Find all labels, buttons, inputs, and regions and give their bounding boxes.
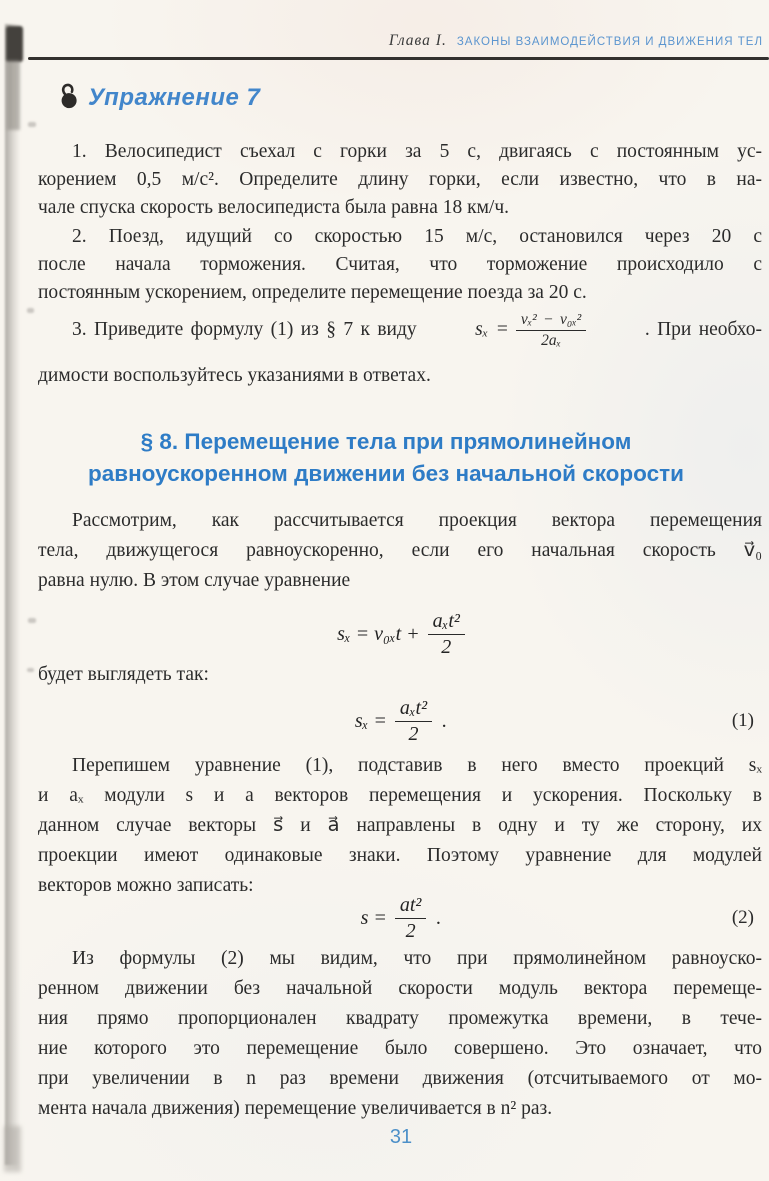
section-heading — [24, 426, 748, 490]
item3-fraction — [516, 311, 586, 349]
paragraph-3 — [38, 944, 762, 1124]
text-line: равна нулю. В этом случае уравнение — [38, 570, 351, 591]
text-line: постоянным ускорением, определите перемещение поезда за 20 с. — [38, 282, 587, 303]
formula-1 — [40, 690, 762, 752]
item3-fraction-numerator: vₓ² − v₀ₓ² — [516, 311, 586, 330]
chapter-title: ЗАКОНЫ ВЗАИМОДЕЙСТВИЯ И ДВИЖЕНИЯ ТЕЛ — [456, 36, 763, 48]
formula-1-lhs: sₓ = — [354, 709, 387, 732]
formula-intro — [40, 605, 762, 663]
exercise-heading — [58, 80, 260, 115]
scan-smudge — [27, 308, 34, 313]
page-number: 31 — [389, 1126, 413, 1148]
scan-edge-bottom-smudge — [4, 1126, 21, 1172]
text-line: Рассмотрим, как рассчитывается проекция вектора перемещения — [72, 510, 762, 531]
exercise-item-2 — [38, 223, 762, 307]
text-line: ния прямо пропорционален квадрату промежутка времени, в тече- — [38, 1008, 762, 1029]
text-line: векторов можно записать: — [38, 875, 254, 896]
text-line: корением 0,5 м/с². Определите длину горки, если известно, что в на- — [38, 169, 762, 190]
between-text: будет выглядеть так: — [38, 664, 209, 685]
text-line: Из формулы (2) мы видим, что при прямолинейном равноуско- — [72, 948, 762, 969]
exercise-item-1 — [38, 138, 762, 222]
exercise-item-3-line2: димости воспользуйтесь указаниями в ответах. — [38, 365, 431, 386]
text-line: проекции имеют одинаковые знаки. Поэтому уравнение для модулей — [38, 845, 762, 866]
scan-edge-gray — [7, 60, 20, 130]
formula-2-denominator: 2 — [405, 919, 416, 942]
formula-1-numerator: aₓt² — [395, 697, 432, 721]
item3-fraction-denominator: 2aₓ — [541, 331, 562, 349]
formula-intro-fraction — [428, 610, 465, 658]
formula-2-lhs: s = — [360, 906, 387, 929]
text-line: после начала торможения. Считая, что торможение происходило с — [38, 254, 762, 275]
scan-edge-dark-corner — [6, 26, 23, 62]
formula-intro-denominator: 2 — [441, 635, 452, 658]
formula-intro-numerator: aₓt² — [428, 610, 465, 634]
formula-2-period: . — [436, 906, 442, 929]
section-heading-line1: § 8. Перемещение тела при прямолинейном — [140, 429, 632, 454]
text-line: 2. Поезд, идущий со скоростью 15 м/с, остановился через 20 с — [72, 226, 762, 247]
item3-formula-lhs: sₓ = — [475, 319, 509, 340]
formula-2-number: (2) — [731, 907, 754, 928]
exercise-title: Упражнение 7 — [88, 83, 261, 111]
item3-text-pre: 3. Приведите формулу (1) из § 7 к виду — [72, 319, 417, 340]
formula-2 — [40, 892, 762, 944]
text-line: и aₓ модули s и a векторов перемещения и ускорения. Поскольку в — [38, 785, 762, 806]
formula-2-fraction — [395, 894, 427, 942]
section-heading-line2: равноускоренном движении без начальной скорости — [88, 461, 684, 486]
text-line: при увеличении в n раз времени движения (отсчитываемого от мо- — [38, 1068, 762, 1089]
formula-1-denominator: 2 — [408, 722, 419, 745]
text-line: Перепишем уравнение (1), подставив в него вместо проекций sₓ — [72, 755, 762, 776]
chapter-label: Глава I. — [388, 32, 447, 49]
formula-2-numerator: at² — [395, 894, 427, 918]
text-line: ренном движении без начальной скорости модуль вектора перемеще- — [38, 978, 762, 999]
formula-intro-lhs: sₓ = v₀ₓt + — [337, 622, 420, 645]
text-line: мента начала движения) перемещение увеличивается в n² раз. — [38, 1098, 553, 1119]
running-head — [389, 32, 763, 50]
kettlebell-icon — [56, 81, 82, 117]
text-line: 1. Велосипедист съехал с горки за 5 с, двигаясь с постоянным ус- — [72, 141, 762, 162]
exercise-item-3-line1 — [38, 299, 762, 361]
scan-edge-shadow — [5, 24, 20, 1165]
text-line: данном случае векторы s⃗ и a⃗ направлены в одну и ту же сторону, их — [38, 815, 762, 836]
scan-smudge — [28, 618, 36, 623]
formula-1-fraction — [395, 697, 432, 745]
text-line: ние которого это перемещение было совершено. Это означает, что — [38, 1038, 762, 1059]
paragraph-1 — [38, 506, 762, 596]
item3-text-post: . При необхо- — [644, 319, 762, 340]
scan-smudge — [27, 668, 34, 672]
text-line: чале спуска скорость велосипедиста была равна 18 км/ч. — [38, 197, 510, 218]
header-rule — [28, 57, 769, 60]
exercise-item-3 — [38, 299, 762, 390]
item3-inline-formula — [475, 311, 586, 349]
paragraph-2 — [38, 751, 762, 901]
scan-smudge — [28, 122, 36, 127]
formula-1-number: (1) — [731, 710, 754, 731]
formula-1-period: . — [442, 709, 448, 732]
text-line: тела, движущегося равноускоренно, если его начальная скорость v⃗₀ — [38, 540, 762, 561]
